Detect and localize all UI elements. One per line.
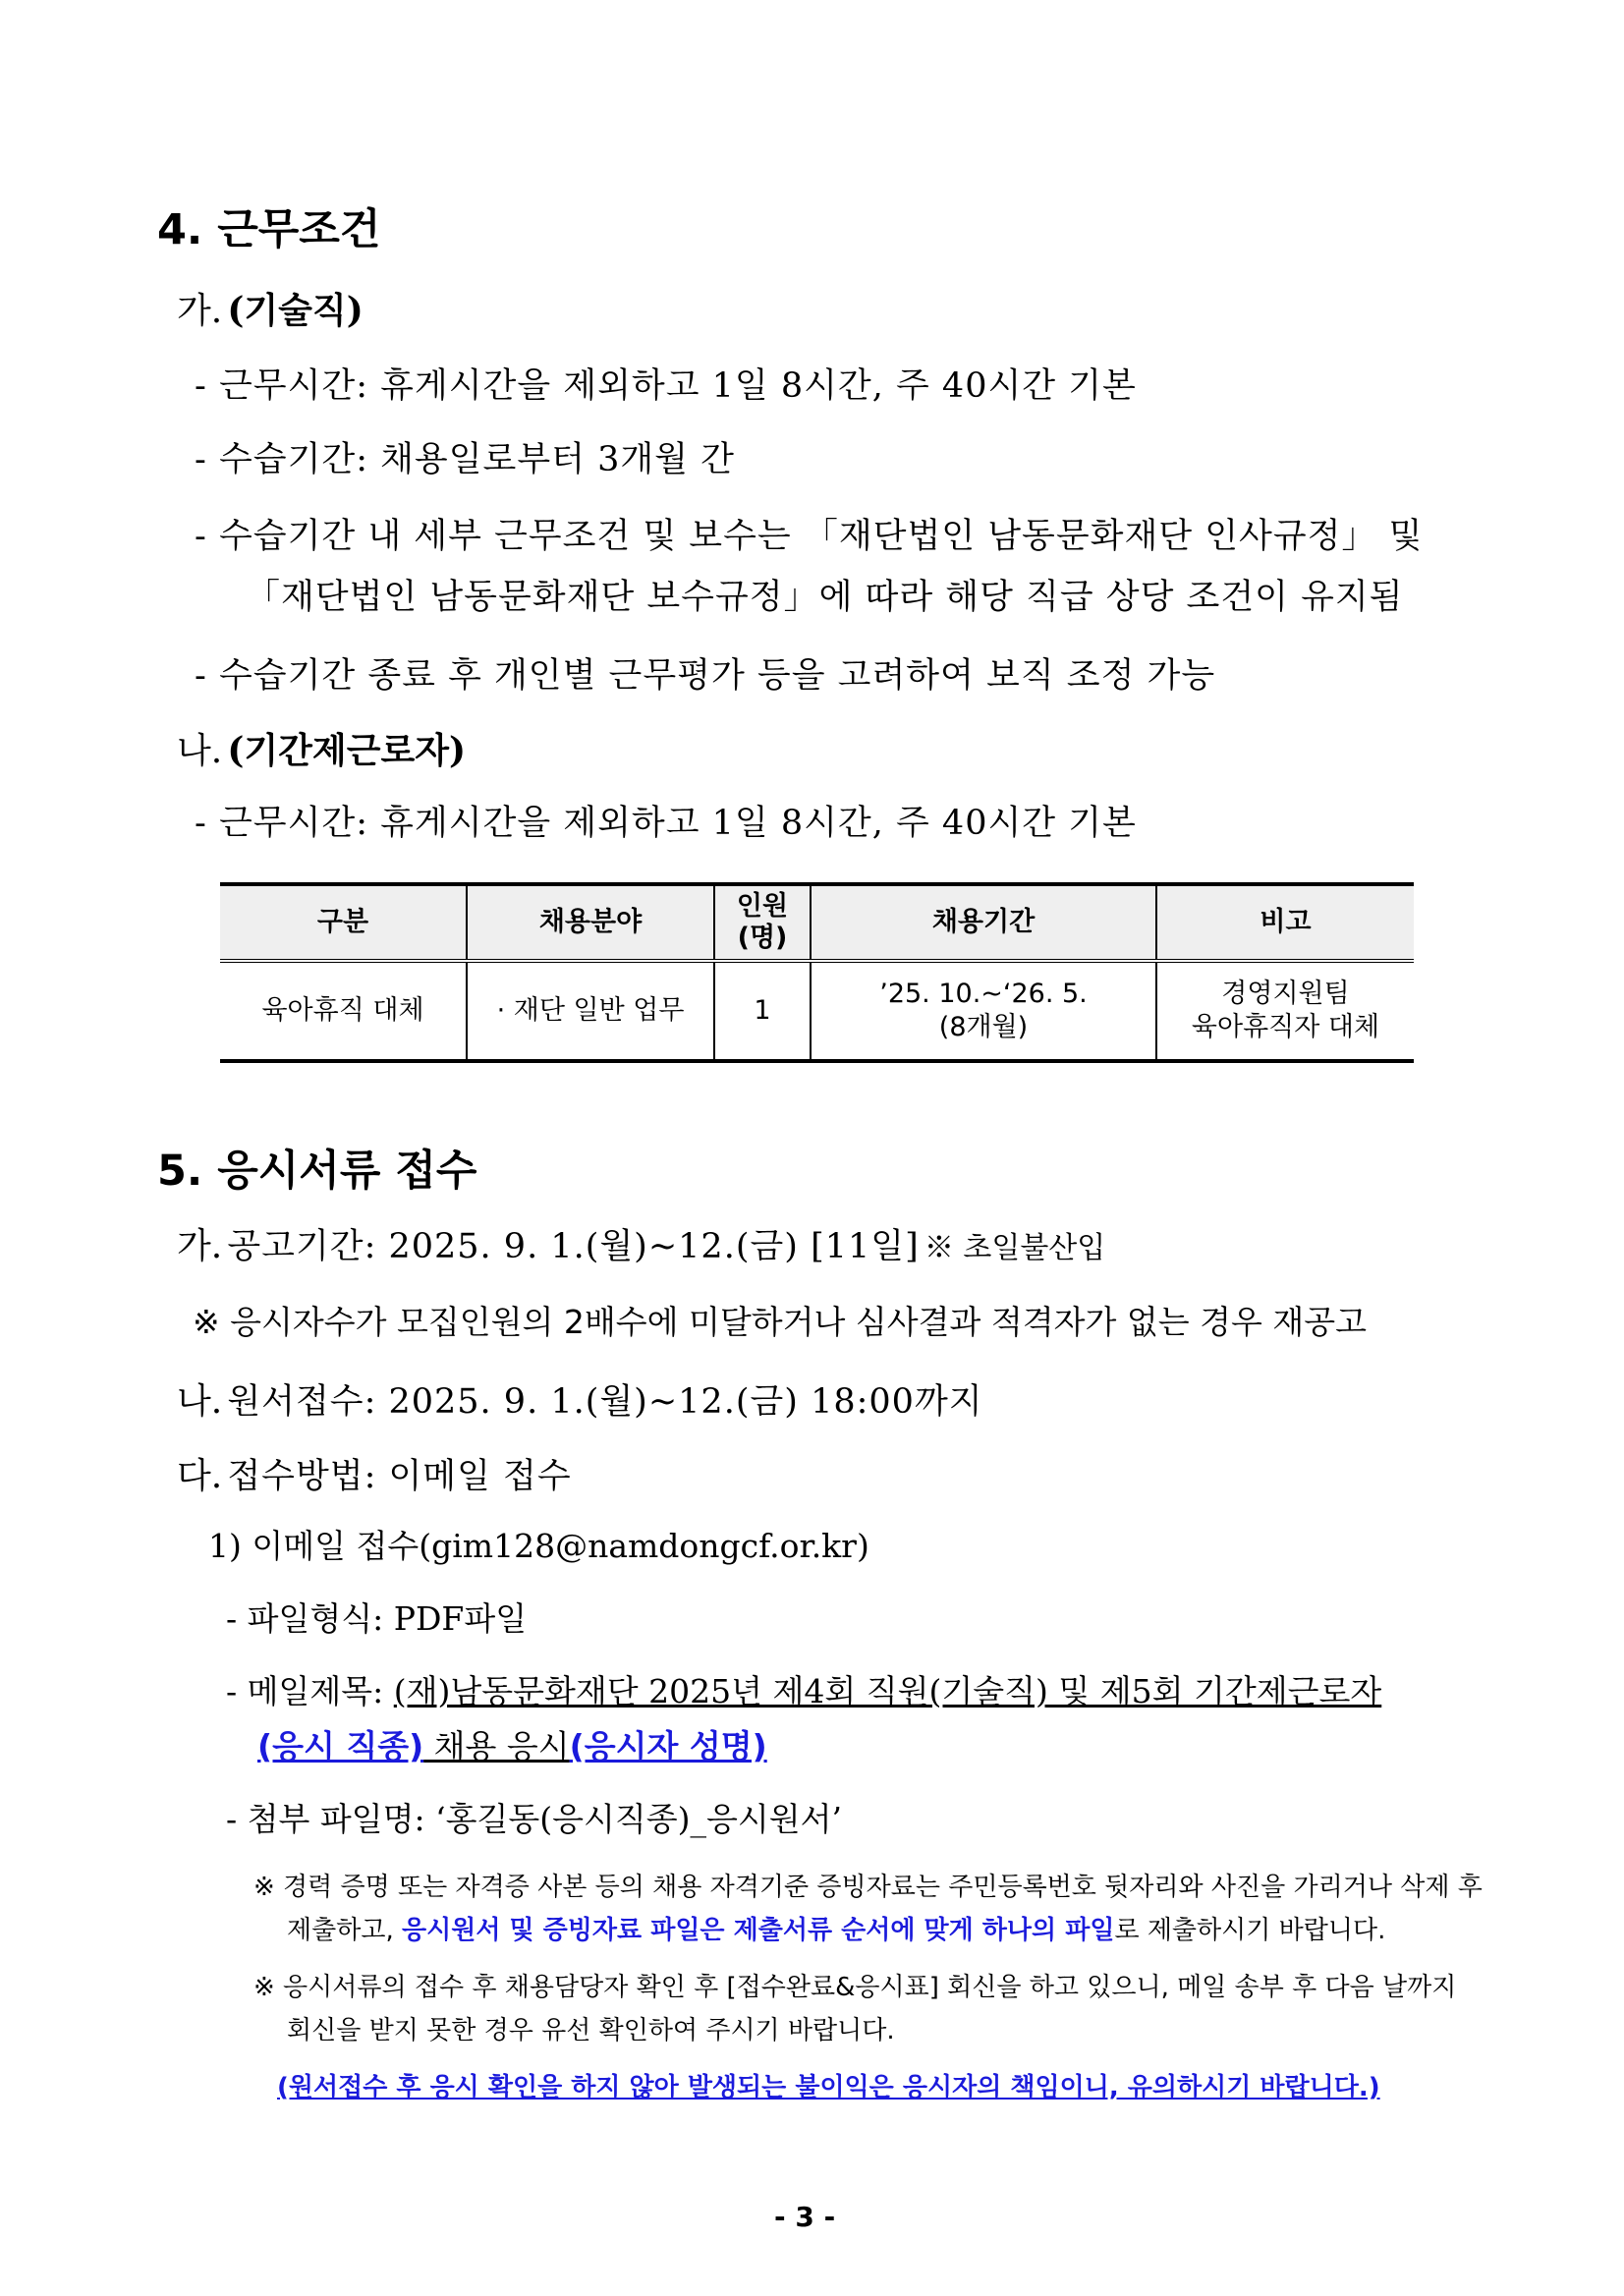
application-period-text: 원서접수: 2025. 9. 1.(월)~12.(금) 18:00까지 <box>227 1382 983 1422</box>
note2-line2: 회신을 받지 못한 경우 유선 확인하여 주시기 바랍니다. <box>287 2016 895 2045</box>
note1-line1: ※ 경력 증명 또는 자격증 사본 등의 채용 자격기준 증빙자료는 주민등록번호 뒷자리와 사진을 가리거나 삭제 후 <box>253 1873 1483 1902</box>
file-format-line: - 파일형식: PDF파일 <box>226 1599 528 1638</box>
posting-period-line <box>177 1218 1105 1268</box>
table-row <box>220 961 1414 1061</box>
section-4b-title: (기간제근로자) <box>227 730 467 771</box>
cell-period-line1: ’25. 10.~‘26. 5. <box>879 979 1088 1009</box>
cell-period <box>811 961 1156 1061</box>
email-submission-line: 1) 이메일 접수(gim128@namdongcf.or.kr) <box>208 1527 869 1565</box>
cell-period-line2: (8개월) <box>938 1012 1029 1042</box>
header-field: 채용분야 <box>467 884 714 961</box>
section-4-title: 4. 근무조건 <box>157 205 381 254</box>
note1-highlight: 응시원서 및 증빙자료 파일은 제출서류 순서에 맞게 하나의 파일 <box>402 1916 1115 1945</box>
method-text: 접수방법: 이메일 접수 <box>227 1457 572 1496</box>
cell-note <box>1156 961 1414 1061</box>
application-period-line <box>177 1373 983 1424</box>
temp-work-hours-line: - 근무시간: 휴게시간을 제외하고 1일 8시간, 주 40시간 기본 <box>195 804 1137 843</box>
section-5a-label: 가. <box>177 1226 223 1266</box>
mail-subject-applicant-name: (응시자 성명) <box>569 1727 767 1765</box>
section-5c-label: 다. <box>177 1456 223 1496</box>
header-period: 채용기간 <box>811 884 1156 961</box>
mail-subject-middle: 채용 응시 <box>423 1727 570 1765</box>
note1-line2 <box>287 1910 1385 1946</box>
probation-end-line: - 수습기간 종료 후 개인별 근무평가 등을 고려하여 보직 조정 가능 <box>195 656 1216 696</box>
cell-note-line2: 육아휴직자 대체 <box>1191 1012 1380 1042</box>
mail-subject-prefix: - 메일제목: <box>226 1672 394 1710</box>
page-number: - 3 - <box>774 2201 836 2233</box>
section-4a-heading <box>177 283 364 333</box>
cell-count: 1 <box>714 961 811 1061</box>
section-4b-heading <box>177 723 466 773</box>
header-note: 비고 <box>1156 884 1414 961</box>
header-count-line1: 인원 <box>736 891 789 922</box>
probation-conditions-line2: 「재단법인 남동문화재단 보수규정」에 따라 해당 직급 상당 조건이 유지됨 <box>246 578 1404 617</box>
note1-line2-a: 제출하고, <box>287 1916 402 1945</box>
section-5-title: 5. 응시서류 접수 <box>157 1147 477 1196</box>
header-category: 구분 <box>220 884 467 961</box>
cell-field: · 재단 일반 업무 <box>467 961 714 1061</box>
mail-subject-line1 <box>226 1666 1381 1712</box>
attachment-name-line: - 첨부 파일명: ‘홍길동(응시직종)_응시원서’ <box>226 1800 843 1838</box>
probation-conditions-line1: - 수습기간 내 세부 근무조건 및 보수는 「재단법인 남동문화재단 인사규정」 및 <box>195 517 1424 556</box>
cell-note-line1: 경영지원팀 <box>1221 979 1350 1009</box>
section-4a-label: 가. <box>177 291 223 331</box>
header-count <box>714 884 811 961</box>
note1-line2-b: 로 제출하시기 바랍니다. <box>1114 1916 1386 1945</box>
section-4a-title: (기술직) <box>227 290 364 331</box>
cell-category: 육아휴직 대체 <box>220 961 467 1061</box>
method-line <box>177 1448 572 1498</box>
posting-period-suffix: ※ 초일불산입 <box>924 1231 1106 1265</box>
section-4b-label: 나. <box>177 731 223 771</box>
recruitment-table <box>220 882 1414 1063</box>
probation-line: - 수습기간: 채용일로부터 3개월 간 <box>195 440 735 479</box>
mail-subject-job-type: (응시 직종) <box>257 1727 424 1765</box>
mail-subject-underlined: (재)남동문화재단 2025년 제4회 직원(기술직) 및 제5회 기간제근로자 <box>393 1672 1382 1710</box>
table-header-row <box>220 884 1414 961</box>
note2-line1: ※ 응시서류의 접수 후 채용담당자 확인 후 [접수완료&응시표] 회신을 하고 있으니, 메일 송부 후 다음 날까지 <box>253 1973 1457 2002</box>
work-hours-line: - 근무시간: 휴게시간을 제외하고 1일 8시간, 주 40시간 기본 <box>195 366 1137 406</box>
re-announcement-note: ※ 응시자수가 모집인원의 2배수에 미달하거나 심사결과 적격자가 없는 경우 재공고 <box>193 1303 1368 1341</box>
section-5b-label: 나. <box>177 1381 223 1422</box>
header-count-line2: (명) <box>737 923 788 953</box>
posting-period-text: 공고기간: 2025. 9. 1.(월)~12.(금) [11일] <box>227 1227 920 1266</box>
mail-subject-line2 <box>257 1721 767 1767</box>
responsibility-warning: (원서접수 후 응시 확인을 하지 않아 발생되는 불이익은 응시자의 책임이니, 유의하시기 바랍니다.) <box>277 2073 1380 2102</box>
